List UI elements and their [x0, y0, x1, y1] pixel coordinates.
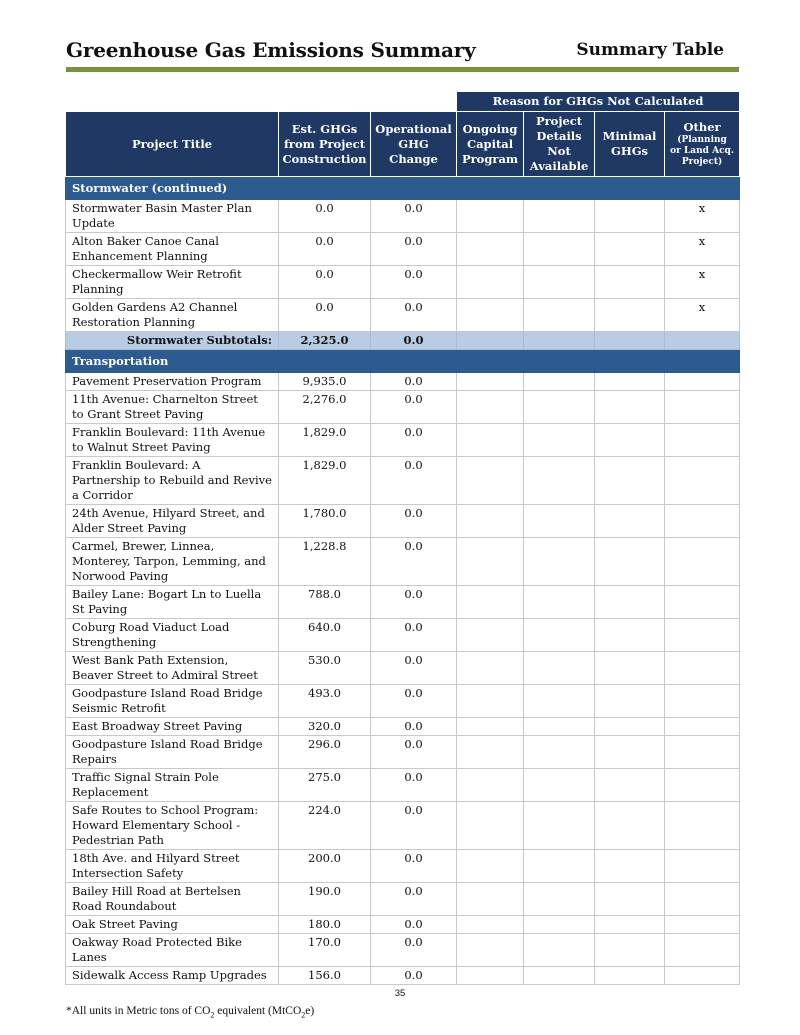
- table-row: [66, 505, 740, 538]
- other-cell: [665, 685, 740, 718]
- minimal-cell: [595, 266, 665, 299]
- details-cell: [524, 391, 595, 424]
- other-cell: [665, 391, 740, 424]
- minimal-cell: [595, 769, 665, 802]
- ongoing-cell: [457, 233, 524, 266]
- operational-cell: 0.0: [371, 424, 457, 457]
- minimal-cell: [595, 200, 665, 233]
- ongoing-cell: [457, 505, 524, 538]
- project-title-cell: Pavement Preservation Program: [66, 373, 279, 391]
- other-cell: [665, 424, 740, 457]
- subtotal-empty: [457, 332, 524, 350]
- table-body: [66, 177, 740, 985]
- details-cell: [524, 505, 595, 538]
- est-ghgs-cell: 200.0: [279, 850, 371, 883]
- subtotal-op: 0.0: [371, 332, 457, 350]
- ongoing-cell: [457, 299, 524, 332]
- table-row: [66, 883, 740, 916]
- page-number: 35: [394, 988, 406, 999]
- details-cell: [524, 850, 595, 883]
- table-row: [66, 391, 740, 424]
- other-cell: [665, 538, 740, 586]
- table-row: [66, 769, 740, 802]
- ongoing-cell: [457, 200, 524, 233]
- ongoing-cell: [457, 850, 524, 883]
- est-ghgs-cell: 1,780.0: [279, 505, 371, 538]
- est-ghgs-cell: 156.0: [279, 967, 371, 985]
- section-label: Transportation: [66, 350, 740, 373]
- other-cell: [665, 967, 740, 985]
- est-ghgs-cell: 493.0: [279, 685, 371, 718]
- other-cell: [665, 769, 740, 802]
- details-cell: [524, 967, 595, 985]
- minimal-cell: [595, 802, 665, 850]
- minimal-cell: [595, 457, 665, 505]
- project-title-cell: Safe Routes to School Program: Howard Elementary School - Pedestrian Path: [66, 802, 279, 850]
- operational-cell: 0.0: [371, 736, 457, 769]
- details-cell: [524, 802, 595, 850]
- page-title: Greenhouse Gas Emissions Summary: [66, 38, 476, 62]
- ongoing-cell: [457, 652, 524, 685]
- project-title-cell: Oakway Road Protected Bike Lanes: [66, 934, 279, 967]
- subtotal-label: Stormwater Subtotals:: [66, 332, 279, 350]
- est-ghgs-cell: 1,829.0: [279, 457, 371, 505]
- table-row: [66, 266, 740, 299]
- table-row: [66, 424, 740, 457]
- subtotal-empty: [524, 332, 595, 350]
- est-ghgs-cell: 9,935.0: [279, 373, 371, 391]
- est-ghgs-cell: 224.0: [279, 802, 371, 850]
- section-label: Stormwater (continued): [66, 177, 740, 200]
- operational-cell: 0.0: [371, 538, 457, 586]
- project-title-cell: West Bank Path Extension, Beaver Street to Admiral Street: [66, 652, 279, 685]
- operational-cell: 0.0: [371, 457, 457, 505]
- ghg-summary-table: [65, 91, 740, 985]
- details-cell: [524, 718, 595, 736]
- ongoing-cell: [457, 718, 524, 736]
- ongoing-cell: [457, 967, 524, 985]
- est-ghgs-cell: 640.0: [279, 619, 371, 652]
- details-cell: [524, 373, 595, 391]
- minimal-cell: [595, 883, 665, 916]
- est-ghgs-cell: 296.0: [279, 736, 371, 769]
- ongoing-cell: [457, 883, 524, 916]
- table-row: [66, 916, 740, 934]
- est-ghgs-cell: 788.0: [279, 586, 371, 619]
- other-cell: [665, 916, 740, 934]
- details-cell: [524, 200, 595, 233]
- est-ghgs-cell: 0.0: [279, 233, 371, 266]
- ongoing-cell: [457, 685, 524, 718]
- project-title-cell: Traffic Signal Strain Pole Replacement: [66, 769, 279, 802]
- minimal-cell: [595, 652, 665, 685]
- project-title-cell: 24th Avenue, Hilyard Street, and Alder Street Paving: [66, 505, 279, 538]
- operational-cell: 0.0: [371, 802, 457, 850]
- other-cell: [665, 457, 740, 505]
- operational-cell: 0.0: [371, 373, 457, 391]
- operational-cell: 0.0: [371, 619, 457, 652]
- operational-cell: 0.0: [371, 505, 457, 538]
- project-title-cell: Bailey Hill Road at Bertelsen Road Roundabout: [66, 883, 279, 916]
- table-row: [66, 718, 740, 736]
- ongoing-cell: [457, 266, 524, 299]
- operational-cell: 0.0: [371, 883, 457, 916]
- table-row: [66, 586, 740, 619]
- section-transportation: [66, 350, 740, 373]
- table-row: [66, 299, 740, 332]
- details-cell: [524, 736, 595, 769]
- minimal-cell: [595, 934, 665, 967]
- est-ghgs-cell: 0.0: [279, 299, 371, 332]
- project-title-cell: Franklin Boulevard: A Partnership to Rebuild and Revive a Corridor: [66, 457, 279, 505]
- other-cell: [665, 850, 740, 883]
- col-minimal: Minimal GHGs: [595, 112, 665, 177]
- minimal-cell: [595, 538, 665, 586]
- title-divider: [66, 67, 739, 72]
- minimal-cell: [595, 619, 665, 652]
- table-row: [66, 685, 740, 718]
- col-other: Other (Planning or Land Acq. Project): [665, 112, 740, 177]
- project-title-cell: 18th Ave. and Hilyard Street Intersection Safety: [66, 850, 279, 883]
- project-title-cell: Carmel, Brewer, Linnea, Monterey, Tarpon, Lemming, and Norwood Paving: [66, 538, 279, 586]
- details-cell: [524, 233, 595, 266]
- est-ghgs-cell: 1,829.0: [279, 424, 371, 457]
- minimal-cell: [595, 391, 665, 424]
- minimal-cell: [595, 233, 665, 266]
- table-row: [66, 457, 740, 505]
- details-cell: [524, 883, 595, 916]
- project-title-cell: Franklin Boulevard: 11th Avenue to Walnut Street Paving: [66, 424, 279, 457]
- est-ghgs-cell: 320.0: [279, 718, 371, 736]
- minimal-cell: [595, 299, 665, 332]
- operational-cell: 0.0: [371, 916, 457, 934]
- minimal-cell: [595, 373, 665, 391]
- details-cell: [524, 299, 595, 332]
- operational-cell: 0.0: [371, 233, 457, 266]
- project-title-cell: 11th Avenue: Charnelton Street to Grant Street Paving: [66, 391, 279, 424]
- minimal-cell: [595, 850, 665, 883]
- table-row: [66, 850, 740, 883]
- operational-cell: 0.0: [371, 266, 457, 299]
- ongoing-cell: [457, 736, 524, 769]
- table-row: [66, 619, 740, 652]
- minimal-cell: [595, 685, 665, 718]
- ongoing-cell: [457, 538, 524, 586]
- table-row: [66, 736, 740, 769]
- subtotal-empty: [665, 332, 740, 350]
- details-cell: [524, 916, 595, 934]
- est-ghgs-cell: 275.0: [279, 769, 371, 802]
- subtotal-empty: [595, 332, 665, 350]
- operational-cell: 0.0: [371, 934, 457, 967]
- est-ghgs-cell: 170.0: [279, 934, 371, 967]
- minimal-cell: [595, 718, 665, 736]
- table-row: [66, 538, 740, 586]
- ongoing-cell: [457, 934, 524, 967]
- details-cell: [524, 934, 595, 967]
- project-title-cell: Goodpasture Island Road Bridge Repairs: [66, 736, 279, 769]
- ongoing-cell: [457, 457, 524, 505]
- table-row: [66, 200, 740, 233]
- ongoing-cell: [457, 424, 524, 457]
- project-title-cell: Alton Baker Canoe Canal Enhancement Planning: [66, 233, 279, 266]
- other-cell: [665, 883, 740, 916]
- operational-cell: 0.0: [371, 850, 457, 883]
- ongoing-cell: [457, 373, 524, 391]
- project-title-cell: Checkermallow Weir Retrofit Planning: [66, 266, 279, 299]
- operational-cell: 0.0: [371, 586, 457, 619]
- minimal-cell: [595, 916, 665, 934]
- operational-cell: 0.0: [371, 718, 457, 736]
- ongoing-cell: [457, 802, 524, 850]
- other-cell: x: [665, 200, 740, 233]
- other-cell: [665, 586, 740, 619]
- project-title-cell: East Broadway Street Paving: [66, 718, 279, 736]
- page-subtitle: Summary Table: [576, 40, 724, 60]
- minimal-cell: [595, 967, 665, 985]
- table-row: [66, 233, 740, 266]
- units-footnote: *All units in Metric tons of $CO_2$ equivalent (MtCO$_2$e): [66, 1005, 315, 1020]
- est-ghgs-cell: 0.0: [279, 200, 371, 233]
- other-cell: [665, 718, 740, 736]
- other-cell: [665, 802, 740, 850]
- other-cell: [665, 736, 740, 769]
- col-project-title: Project Title: [66, 112, 279, 177]
- est-ghgs-cell: 1,228.8: [279, 538, 371, 586]
- ongoing-cell: [457, 586, 524, 619]
- table-row: [66, 967, 740, 985]
- other-cell: x: [665, 266, 740, 299]
- section-stormwater: [66, 177, 740, 200]
- reason-group-header: Reason for GHGs Not Calculated: [457, 92, 740, 112]
- details-cell: [524, 424, 595, 457]
- other-cell: [665, 373, 740, 391]
- ongoing-cell: [457, 619, 524, 652]
- operational-cell: 0.0: [371, 200, 457, 233]
- operational-cell: 0.0: [371, 299, 457, 332]
- operational-cell: 0.0: [371, 391, 457, 424]
- minimal-cell: [595, 736, 665, 769]
- table-row: [66, 934, 740, 967]
- project-title-cell: Coburg Road Viaduct Load Strengthening: [66, 619, 279, 652]
- est-ghgs-cell: 190.0: [279, 883, 371, 916]
- reason-group-row: [66, 92, 740, 112]
- column-header-row: [66, 112, 740, 177]
- est-ghgs-cell: 2,276.0: [279, 391, 371, 424]
- details-cell: [524, 457, 595, 505]
- operational-cell: 0.0: [371, 685, 457, 718]
- project-title-cell: Goodpasture Island Road Bridge Seismic Retrofit: [66, 685, 279, 718]
- minimal-cell: [595, 505, 665, 538]
- other-cell: x: [665, 233, 740, 266]
- col-ongoing: Ongoing Capital Program: [457, 112, 524, 177]
- col-operational: Operational GHG Change: [371, 112, 457, 177]
- project-title-cell: Sidewalk Access Ramp Upgrades: [66, 967, 279, 985]
- table-row: [66, 802, 740, 850]
- est-ghgs-cell: 180.0: [279, 916, 371, 934]
- other-cell: [665, 934, 740, 967]
- minimal-cell: [595, 586, 665, 619]
- ongoing-cell: [457, 769, 524, 802]
- other-cell: [665, 652, 740, 685]
- details-cell: [524, 685, 595, 718]
- project-title-cell: Golden Gardens A2 Channel Restoration Planning: [66, 299, 279, 332]
- est-ghgs-cell: 0.0: [279, 266, 371, 299]
- project-title-cell: Bailey Lane: Bogart Ln to Luella St Paving: [66, 586, 279, 619]
- other-cell: [665, 619, 740, 652]
- ongoing-cell: [457, 916, 524, 934]
- operational-cell: 0.0: [371, 967, 457, 985]
- details-cell: [524, 652, 595, 685]
- ongoing-cell: [457, 391, 524, 424]
- subtotal-row: [66, 332, 740, 350]
- minimal-cell: [595, 424, 665, 457]
- project-title-cell: Stormwater Basin Master Plan Update: [66, 200, 279, 233]
- details-cell: [524, 769, 595, 802]
- details-cell: [524, 586, 595, 619]
- other-cell: x: [665, 299, 740, 332]
- operational-cell: 0.0: [371, 769, 457, 802]
- other-cell: [665, 505, 740, 538]
- details-cell: [524, 266, 595, 299]
- details-cell: [524, 619, 595, 652]
- col-est-ghgs: Est. GHGs from Project Construction: [279, 112, 371, 177]
- est-ghgs-cell: 530.0: [279, 652, 371, 685]
- table-row: [66, 373, 740, 391]
- col-details: Project Details Not Available: [524, 112, 595, 177]
- table-row: [66, 652, 740, 685]
- subtotal-est: 2,325.0: [279, 332, 371, 350]
- details-cell: [524, 538, 595, 586]
- project-title-cell: Oak Street Paving: [66, 916, 279, 934]
- operational-cell: 0.0: [371, 652, 457, 685]
